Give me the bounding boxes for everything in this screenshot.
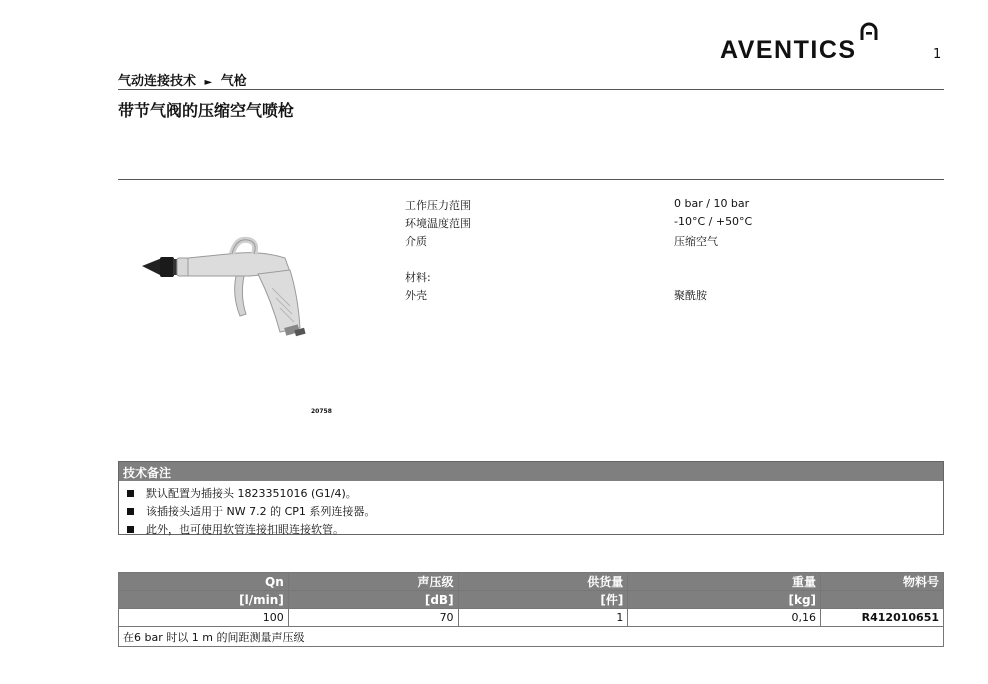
spec-value: 聚酰胺 bbox=[674, 289, 707, 302]
spec-label: 环境温度范围 bbox=[405, 217, 471, 230]
logo-text: AVENTICS bbox=[720, 36, 857, 64]
spec-value: 压缩空气 bbox=[674, 235, 718, 248]
technical-notes bbox=[118, 461, 944, 535]
spec-label: 外壳 bbox=[405, 289, 427, 302]
page-number: 1 bbox=[933, 47, 942, 62]
note-text: 此外，也可使用软管连接扣眼连接软管。 bbox=[146, 523, 344, 536]
spec-label: 介质 bbox=[405, 235, 427, 248]
bullet-icon bbox=[127, 526, 134, 533]
bullet-icon bbox=[127, 490, 134, 497]
spec-value: 0 bar / 10 bar bbox=[674, 197, 750, 210]
column-header: 供货量 bbox=[458, 573, 628, 591]
note-text: 该插接头适用于 NW 7.2 的 CP1 系列连接器。 bbox=[146, 505, 376, 518]
column-header: 声压级 bbox=[288, 573, 458, 591]
aventics-logo bbox=[720, 22, 890, 66]
image-code: 20758 bbox=[311, 408, 332, 415]
part-number-cell: R412010651 bbox=[821, 609, 944, 627]
table-units-row bbox=[119, 591, 944, 609]
logo-mark-icon bbox=[859, 22, 879, 42]
column-header: 重量 bbox=[628, 573, 821, 591]
table-cell: 70 bbox=[288, 609, 458, 627]
table-row bbox=[119, 609, 944, 627]
divider-middle bbox=[118, 179, 944, 180]
blow-gun-icon bbox=[140, 236, 330, 346]
divider-top bbox=[118, 89, 944, 90]
table-cell: 100 bbox=[119, 609, 289, 627]
table-footnote: 在6 bar 时以 1 m 的间距测量声压级 bbox=[119, 627, 944, 647]
column-unit: [kg] bbox=[628, 591, 821, 609]
column-header: Qn bbox=[119, 573, 289, 591]
spec-label: 工作压力范围 bbox=[405, 199, 471, 212]
column-unit: [l/min] bbox=[119, 591, 289, 609]
notes-list bbox=[119, 481, 943, 538]
column-unit bbox=[821, 591, 944, 609]
note-text: 默认配置为插接头 1823351016 (G1/4)。 bbox=[146, 487, 357, 500]
breadcrumb-page: 气枪 bbox=[220, 74, 247, 89]
list-item bbox=[127, 484, 943, 502]
table-header-row bbox=[119, 573, 944, 591]
product-table bbox=[118, 572, 944, 647]
column-header: 物料号 bbox=[821, 573, 944, 591]
list-item bbox=[127, 502, 943, 520]
table-footnote-row bbox=[119, 627, 944, 647]
notes-heading: 技术备注 bbox=[119, 462, 943, 481]
bullet-icon bbox=[127, 508, 134, 515]
column-unit: [件] bbox=[458, 591, 628, 609]
column-unit: [dB] bbox=[288, 591, 458, 609]
list-item bbox=[127, 520, 943, 538]
page-title: 带节气阀的压缩空气喷枪 bbox=[118, 101, 295, 120]
breadcrumb bbox=[118, 70, 247, 89]
spec-value: -10°C / +50°C bbox=[674, 215, 753, 228]
breadcrumb-section: 气动连接技术 bbox=[118, 74, 197, 89]
table-cell: 1 bbox=[458, 609, 628, 627]
table-cell: 0,16 bbox=[628, 609, 821, 627]
breadcrumb-arrow-icon: ► bbox=[204, 77, 213, 88]
spec-label: 材料: bbox=[405, 271, 431, 284]
